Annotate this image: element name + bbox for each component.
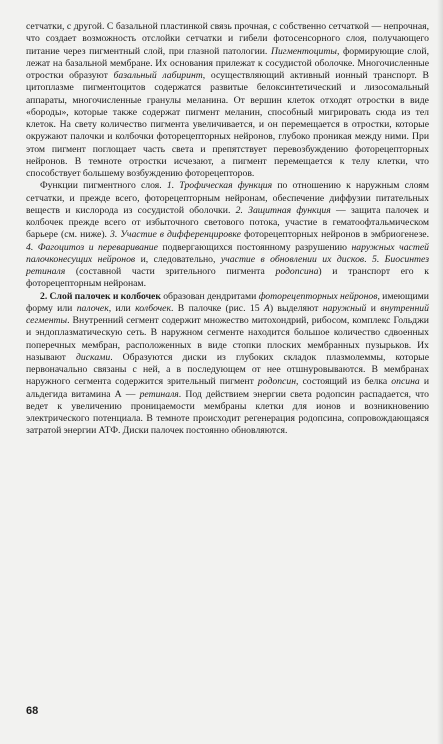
italic-term: участие в обновлении их дисков xyxy=(220,253,365,265)
paragraph xyxy=(26,21,429,180)
text-run: , или xyxy=(108,302,136,314)
text-run: ) и транспорт его к фоторецепторным нейронам. xyxy=(26,266,429,290)
page-number: 68 xyxy=(26,705,39,717)
italic-term: 4. Фагоцитоз и переваривание xyxy=(26,241,158,253)
text-run: — защита палочек и колбочек прежде всего от избыточного светового потока, участие в гематоофтальмическом барьере (см. ниже). xyxy=(26,204,429,241)
italic-term: ретиналя xyxy=(139,388,179,400)
text-run: . Под действием энергии света родопсин распадается, что ведет к увеличению проницаемости мембраны клетки для ионов и возникновению электрического потенциала. В темноте происходит регенерация родопсина, сопровождающаяся затратой энергии АТФ. Диски палочек постоянно обновляются. xyxy=(26,388,429,437)
italic-term: наружный xyxy=(322,302,367,314)
text-run: фоторецепторных нейронов в эмбриогенезе. xyxy=(240,229,429,241)
italic-term: фоторецепторных нейронов xyxy=(258,290,378,302)
text-run: и xyxy=(366,302,381,314)
paragraph xyxy=(26,180,429,290)
text-run: . xyxy=(364,253,372,265)
text-run: и, следовательно, xyxy=(135,253,221,265)
italic-term: дисками xyxy=(75,351,111,363)
text-run: . Внутренний сегмент содержит множество митохондрий, рибосом, комплекс Гольджи и эндоплазматическую сеть. В наружном сегменте находится большое количество сдвоенных поперечных мембран, расположенных в виде стопки плоских мембранных пузырьков. Их называют xyxy=(26,315,429,363)
bold-heading-text: 2. Слой палочек и колбочек xyxy=(40,290,161,302)
italic-term: 2. Защитная функция xyxy=(235,204,331,216)
text-run: . В палочке (рис. 15 xyxy=(171,302,264,314)
page-edge-shadow xyxy=(437,0,443,744)
italic-term: 3. Участие в дифференцировке xyxy=(110,229,241,241)
text-run: ) выделяют xyxy=(269,302,323,314)
text-run: и альдегида витамина А — xyxy=(26,376,430,400)
text-run: подвергающихся постоянному разрушению xyxy=(157,241,352,253)
text-run: (составной части зрительного пигмента xyxy=(65,266,276,277)
text-run: , имеющими форму или xyxy=(26,290,429,314)
italic-term: А xyxy=(263,302,270,314)
text-run: , формирующие слой, лежат на базальной мембране. Их основания прилежат к сосудистой оболочке. Многочисленные отростки образуют xyxy=(26,45,430,81)
italic-term: внутренний сегменты xyxy=(26,302,429,326)
text-run: сетчатки, с другой. С базальной пластинкой связь прочная, с собственно сетчаткой — непрочная, что создает возможность отслойки сетчатки и гибели фотосенсорного слоя, получающего питание через пигментный слой, при глазной патологии. xyxy=(26,21,429,57)
italic-term: базальный лабиринт xyxy=(113,70,203,81)
italic-term: родопсина xyxy=(275,266,319,277)
text-run: , осуществляющий активный ионный транспорт. В цитоплазме пигментоцитов содержатся развитые белоксинтетический и лизосомальный аппараты, многочисленные гранулы меланина. От вершин клеток отходят отростки в виде «бороды», которые также содержат пигмент меланин, способный мигрировать сюда из тел клеток. На свету количество пигмента увеличивается, и он перемещается в отростки, которые окружают палочки и колбочки фоторецепторных нейронов, глубоко проникая между ними. При этом пигмент поглощает часть света и препятствует перевозбуждению фоторецепторных нейронов. В темноте отростки исчезают, а пигмент перемещается к телу клетки, что способствует большему возбуждению фоторецепторов. xyxy=(26,70,430,179)
italic-term: 5. Биосинтез ретиналя xyxy=(26,253,429,277)
text-run: Функции пигментного слоя. xyxy=(40,180,167,192)
italic-term: родопсин xyxy=(257,376,297,388)
italic-term: колбочек xyxy=(135,302,171,314)
text-run: образован дендритами xyxy=(160,290,259,302)
body-text xyxy=(26,21,429,438)
italic-term: наружных частей палочконесущих нейронов xyxy=(26,241,429,265)
paragraph xyxy=(26,291,429,438)
text-run: по отношению к наружным слоям сетчатки, и прежде всего, фоторецепторным нейронам, обеспечение диффузии питательных веществ и кислорода из сосудистой оболочки. xyxy=(26,180,429,216)
italic-term: Пигментоциты xyxy=(270,45,337,57)
text-run: , состоящий из белка xyxy=(296,376,392,388)
italic-term: опсина xyxy=(391,376,420,388)
text-run: . Образуются диски из глубоких складок плазмолеммы, которые первоначально связаны с ней, а в последующем от нее отшнуровываются. В мембранах наружного сегмента содержится зрительный пигмент xyxy=(26,351,429,388)
italic-term: 1. Трофическая функция xyxy=(166,180,273,192)
italic-term: палочек xyxy=(76,302,109,314)
